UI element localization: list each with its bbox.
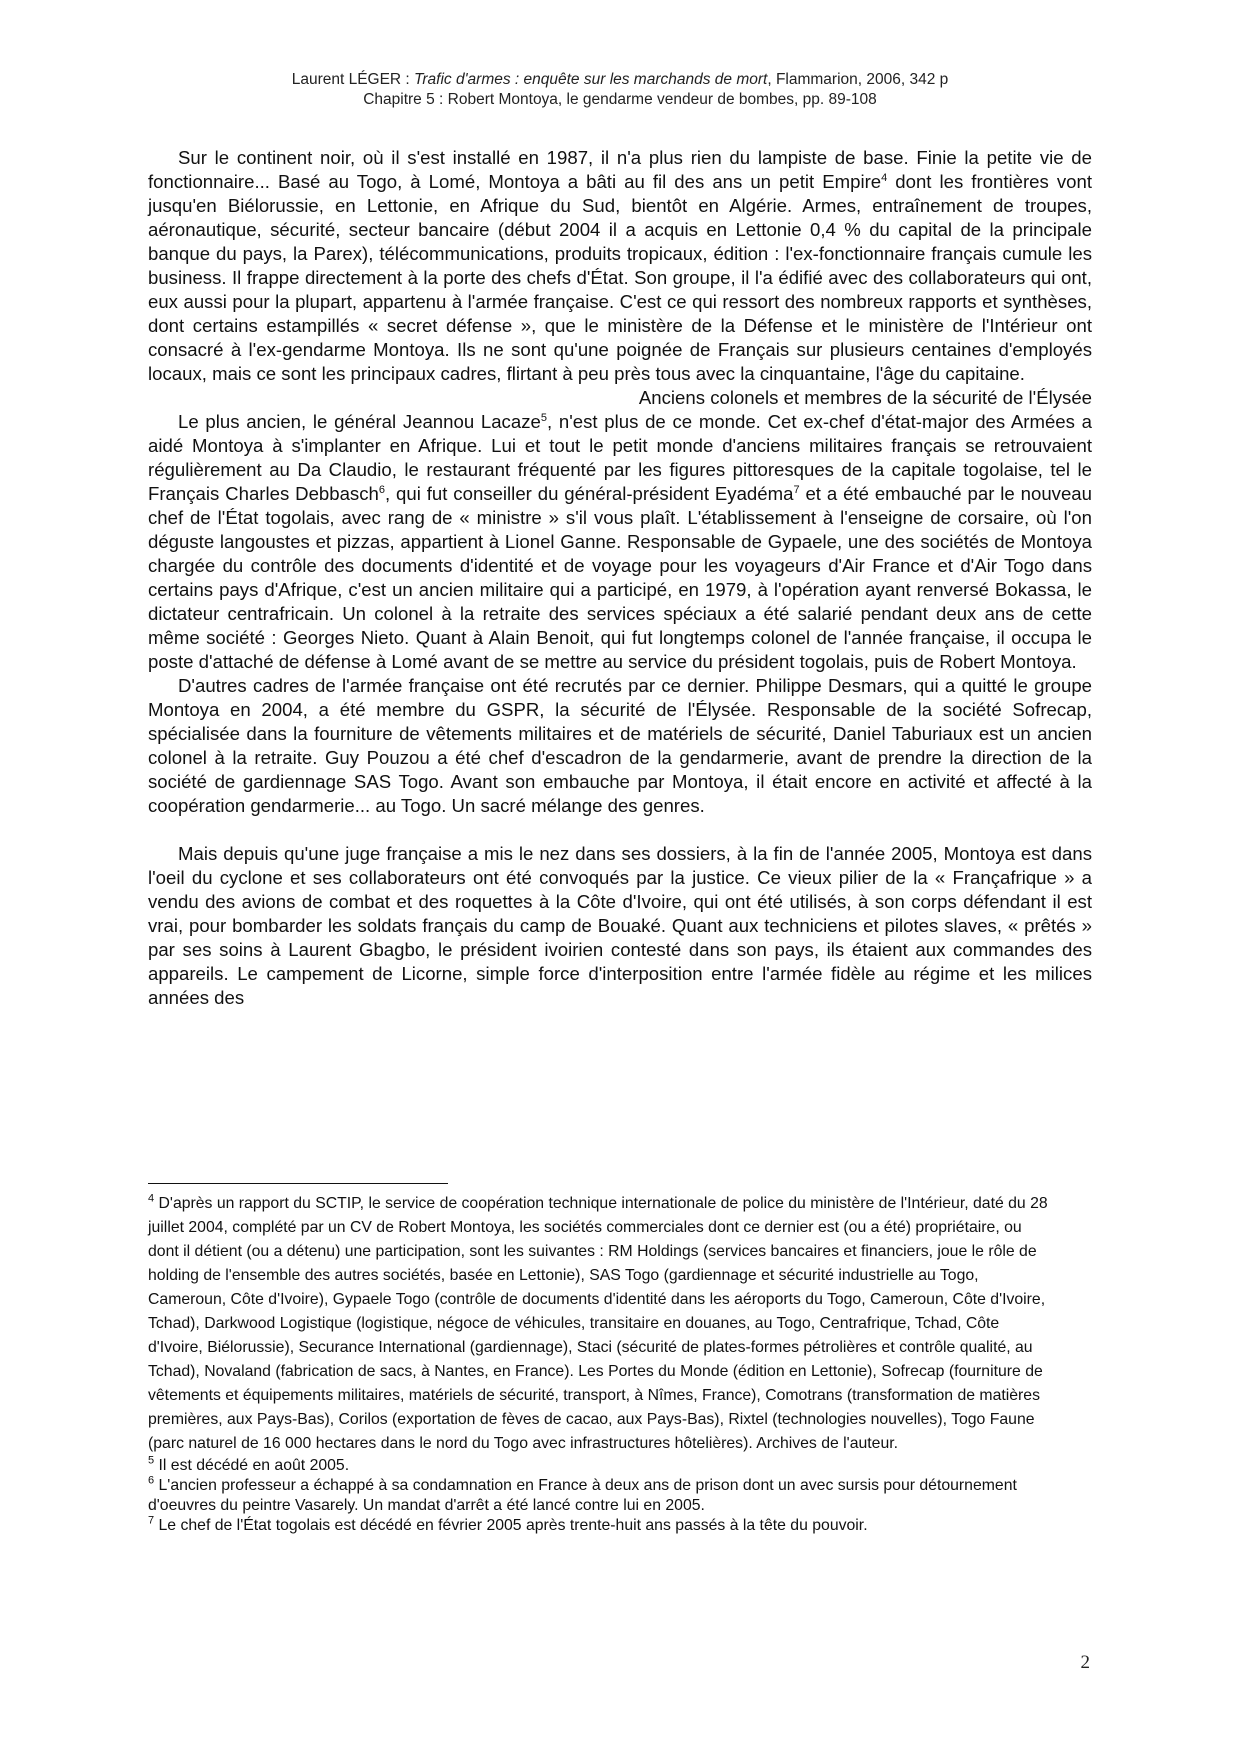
- header-chapter: Chapitre 5 : Robert Montoya, le gendarme vendeur de bombes, pp. 89-108: [363, 91, 877, 108]
- footnote-text: Il est décédé en août 2005.: [154, 1457, 350, 1474]
- section-heading: Anciens colonels et membres de la sécurité de l'Élysée: [638, 387, 1092, 408]
- header-author: Laurent LÉGER :: [291, 71, 415, 88]
- running-header: [150, 70, 1090, 110]
- body-text: [148, 146, 1092, 1010]
- paragraph-1-part-a: Sur le continent noir, où il s'est installé en 1987, il n'a plus rien du lampiste de base. Finie la petite vie de fonctionnaire... Basé au Togo, à Lomé, Montoya a bâti au fil des ans un petit Empire: [148, 147, 1092, 192]
- footnote-ref-7[interactable]: 7: [793, 483, 800, 496]
- footnote-text: L'ancien professeur a échappé à sa condamnation en France à deux ans de prison dont un avec sursis pour détournement d'oeuvres du peintre Vasarely. Un mandat d'arrêt a été lancé contre lui en 2005.: [148, 1477, 1017, 1514]
- footnote-7: [148, 1516, 1048, 1536]
- paragraph-2-part-c: , qui fut conseiller du général-président Eyadéma: [385, 483, 794, 504]
- footnote-ref-4[interactable]: 4: [881, 171, 888, 184]
- footnote-ref-6[interactable]: 6: [378, 483, 385, 496]
- footnote-number: 5: [148, 1454, 155, 1467]
- footnote-4: [148, 1192, 1048, 1456]
- paragraph-3: D'autres cadres de l'armée française ont été recrutés par ce dernier. Philippe Desmars, qui a quitté le groupe Montoya en 2004, a été membre du GSPR, la sécurité de l'Élysée. Responsable de la société Sofrecap, spécialisée dans la fourniture de vêtements militaires et de matériels de sécurité, Daniel Taburiaux est un ancien colonel à la retraite. Guy Pouzou a été chef d'escadron de la gendarmerie, avant de prendre la direction de la société de gardiennage SAS Togo. Avant son embauche par Montoya, il était encore en activité et affecté à la coopération gendarmerie... au Togo. Un sacré mélange des genres.: [148, 675, 1092, 816]
- paragraph-2-part-a: Le plus ancien, le général Jeannou Lacaze: [178, 411, 541, 432]
- page-number: 2: [1080, 1652, 1090, 1673]
- footnote-number: 7: [148, 1514, 155, 1527]
- footnote-text: D'après un rapport du SCTIP, le service de coopération technique internationale de police du ministère de l'Intérieur, daté du 28 juillet 2004, complété par un CV de Robert Montoya, les sociétés commerciales dont ce dernier est (ou a été) propriétaire, ou dont il détient (ou a détenu) une participation, sont les suivantes : RM Holdings (services bancaires et financiers, joue le rôle de holding de l'ensemble des autres sociétés, basée en Lettonie), SAS Togo (gardiennage et sécurité industrielle au Togo, Cameroun, Côte d'Ivoire), Gypaele Togo (contrôle de documents d'identité dans les aéroports du Togo, Cameroun, Côte d'Ivoire, Tchad), Darkwood Logistique (logistique, négoce de véhicules, transitaire en douanes, au Togo, Centrafrique, Tchad, Côte d'Ivoire, Biélorussie), Securance International (gardiennage), Staci (sécurité de plates-formes pétrolières et contrôle qualité, au Tchad), Novaland (fabrication de sacs, à Nantes, en France). Les Portes du Monde (édition en Lettonie), Sofrecap (fourniture de vêtements et équipements militaires, matériels de sécurité, transport, à Nîmes, France), Comotrans (transformation de matières premières, aux Pays-Bas), Corilos (exportation de fèves de cacao, aux Pays-Bas), Rixtel (technologies nouvelles), Togo Faune (parc naturel de 16 000 hectares dans le nord du Togo avec infrastructures hôtelières). Archives de l'auteur.: [148, 1195, 1048, 1452]
- header-publisher: , Flammarion, 2006, 342 p: [767, 71, 949, 88]
- paragraph-2-part-b: , n'est plus de ce monde. Cet ex-chef d'état-major des Armées a aidé Montoya à s'implanter en Afrique. Lui et tout le petit monde d'anciens militaires français se retrouvaient régulièrement au Da Claudio, le restaurant fréquenté par les figures pittoresques de la capitale togolaise, tel le Français Charles Debbasch: [148, 411, 1092, 504]
- footnote-separator: [148, 1183, 448, 1184]
- footnote-6: [148, 1476, 1048, 1516]
- paragraph-1: [148, 146, 1092, 386]
- footnotes: [148, 1192, 1048, 1536]
- paragraph-4: Mais depuis qu'une juge française a mis le nez dans ses dossiers, à la fin de l'année 2005, Montoya est dans l'oeil du cyclone et ses collaborateurs ont été convoqués par la justice. Ce vieux pilier de la « Françafrique » a vendu des avions de combat et des roquettes à la Côte d'Ivoire, qui ont été utilisés, à son corps défendant il est vrai, pour bombarder les soldats français du camp de Bouaké. Quant aux techniciens et pilotes slaves, « prêtés » par ses soins à Laurent Gbagbo, le président ivoirien contesté dans son pays, ils étaient aux commandes des appareils. Le campement de Licorne, simple force d'interposition entre l'armée fidèle au régime et les milices années des: [148, 843, 1092, 1008]
- header-book-title: Trafic d'armes : enquête sur les marchands de mort: [414, 71, 768, 88]
- footnote-ref-5[interactable]: 5: [540, 411, 547, 424]
- paragraph-2: [148, 410, 1092, 674]
- paragraph-1-part-b: dont les frontières vont jusqu'en Biélorussie, en Lettonie, en Afrique du Sud, bientôt en Algérie. Armes, entraînement de troupes, aéronautique, sécurité, secteur bancaire (début 2004 il a acquis en Lettonie 0,4 % du capital de la principale banque du pays, la Parex), télécommunications, produits tropicaux, édition : l'ex-fonctionnaire français cumule les business. Il frappe directement à la porte des chefs d'État. Son groupe, il l'a édifié avec des collaborateurs qui ont, eux aussi pour la plupart, appartenu à l'armée française. C'est ce qui ressort des nombreux rapports et synthèses, dont certains estampillés « secret défense », que le ministère de la Défense et le ministère de l'Intérieur ont consacré à l'ex-gendarme Montoya. Ils ne sont qu'une poignée de Français sur plusieurs centaines d'employés locaux, mais ce sont les principaux cadres, flirtant à peu près tous avec la cinquantaine, l'âge du capitaine.: [148, 171, 1092, 384]
- paragraph-2-part-d: et a été embauché par le nouveau chef de l'État togolais, avec rang de « ministre » s'il vous plaît. L'établissement à l'enseigne de corsaire, où l'on déguste langoustes et pizzas, appartient à Lionel Ganne. Responsable de Gypaele, une des sociétés de Montoya chargée du contrôle des documents d'identité et de voyage pour les voyageurs d'Air France et d'Air Togo dans certains pays d'Afrique, c'est un ancien militaire qui a participé, en 1979, à l'opération ayant renversé Bokassa, le dictateur centrafricain. Un colonel à la retraite des services spéciaux a été salarié pendant deux ans de cette même société : Georges Nieto. Quant à Alain Benoit, qui fut longtemps colonel de l'année française, il occupa le poste d'attaché de défense à Lomé avant de se mettre au service du président togolais, puis de Robert Montoya.: [148, 483, 1092, 672]
- footnote-5: [148, 1456, 1048, 1476]
- footnote-number: 4: [148, 1192, 155, 1205]
- footnote-text: Le chef de l'État togolais est décédé en février 2005 après trente-huit ans passés à la tête du pouvoir.: [154, 1517, 868, 1534]
- footnote-number: 6: [148, 1474, 155, 1487]
- header-citation: [150, 70, 1090, 90]
